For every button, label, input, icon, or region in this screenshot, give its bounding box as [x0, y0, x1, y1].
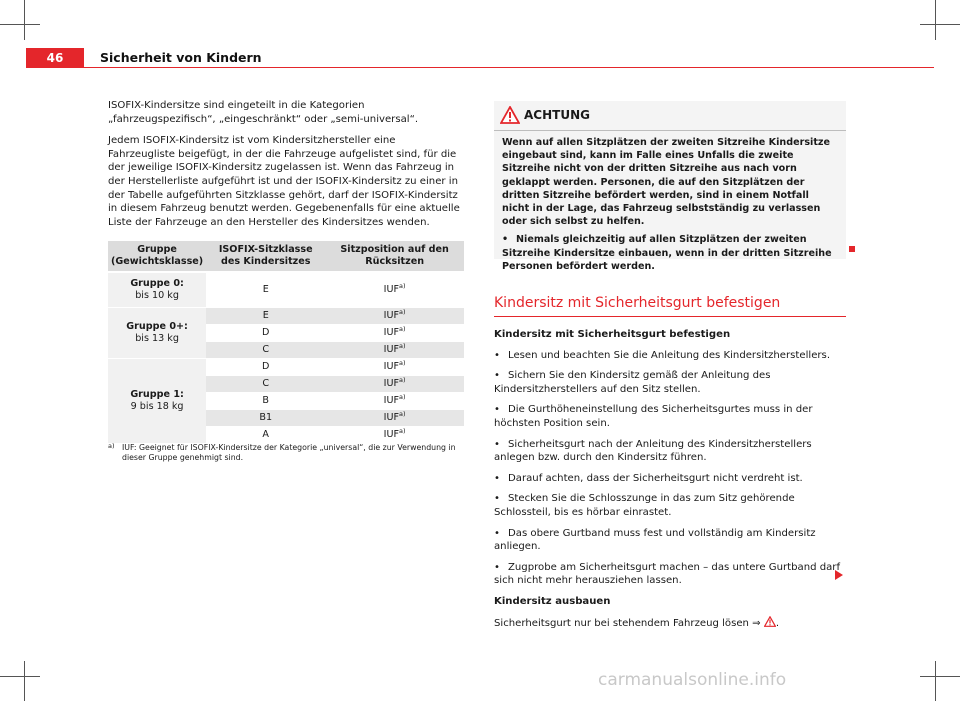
chapter-title: Sicherheit von Kindern [100, 50, 262, 65]
table-row [108, 359, 464, 376]
group-cell: Gruppe 0: bis 10 kg [108, 272, 206, 308]
continue-arrow-icon [835, 570, 843, 580]
class-cell: E [206, 272, 325, 308]
position-cell: IUF$^{a)}$ [325, 376, 464, 393]
page-number: 46 [26, 48, 84, 68]
watermark: carmanualsonline.info [598, 670, 787, 690]
class-cell: B1 [206, 410, 325, 427]
footnote-text: IUF: Geeignet für ISOFIX-Kindersitze der Kategorie „universal“, die zur Verwendung in dieser Gruppe genehmigt sind. [122, 443, 456, 462]
crop-mark [24, 661, 25, 701]
list-item: • Stecken Sie die Schlosszunge in das zum Sitz gehörende Schlossteil, bis es hörbar einrastet. [494, 493, 795, 518]
crop-mark [935, 0, 936, 40]
class-cell: A [206, 427, 325, 444]
crop-mark [920, 676, 960, 677]
class-cell: E [206, 308, 325, 325]
warning-box [494, 101, 846, 272]
header-position: Sitzposition auf den Rücksitzen [325, 241, 464, 272]
table-row [108, 272, 464, 308]
position-cell: IUF$^{a)}$ [325, 308, 464, 325]
intro-paragraph: ISOFIX-Kindersitze sind eingeteilt in die Kategorien „fahrzeugspezifisch“, „eingeschränkt“ oder „semi-universal“. [108, 100, 419, 125]
class-cell: C [206, 376, 325, 393]
footnote-mark: a) [108, 442, 115, 450]
list-item: • Zugprobe am Sicherheitsgurt machen – das untere Gurtband darf sich nicht mehr herausziehen lassen. [494, 561, 841, 587]
group-cell: Gruppe 1: 9 bis 18 kg [108, 359, 206, 444]
class-cell: D [206, 359, 325, 376]
section-end-marker [849, 246, 855, 252]
header-rule [84, 67, 934, 68]
list-item: • Das obere Gurtband muss fest und vollständig am Kindersitz anliegen. [494, 527, 816, 553]
crop-mark [920, 24, 960, 25]
class-cell: B [206, 393, 325, 410]
isofix-table [108, 241, 464, 444]
position-cell: IUF$^{a)}$ [325, 342, 464, 359]
class-cell: D [206, 325, 325, 342]
warning-body [494, 131, 846, 273]
table-header-row [108, 241, 464, 272]
warning-bullet: • Niemals gleichzeitig auf allen Sitzplätzen der zweiten Sitzreihe Kindersitze einbauen, wenn in der dritten Sitzreihe Personen befördert werden. [502, 234, 832, 272]
position-cell: IUF$^{a)}$ [325, 427, 464, 444]
crop-mark [24, 0, 25, 40]
position-cell: IUF$^{a)}$ [325, 272, 464, 308]
subheading: Kindersitz ausbauen [494, 595, 611, 607]
instruction-line: Sicherheitsgurt nur bei stehendem Fahrzeug lösen ⇒ . [494, 617, 780, 629]
left-column [108, 99, 464, 237]
crop-mark [0, 676, 40, 677]
position-cell: IUF$^{a)}$ [325, 325, 464, 342]
section-rule [494, 316, 846, 317]
warning-reference-icon[interactable] [764, 616, 776, 627]
group-cell: Gruppe 0+: bis 13 kg [108, 308, 206, 359]
list-item: • Lesen und beachten Sie die Anleitung des Kindersitzherstellers. [494, 349, 831, 361]
class-cell: C [206, 342, 325, 359]
table-footnote [108, 443, 464, 463]
position-cell: IUF$^{a)}$ [325, 410, 464, 427]
right-column [494, 328, 846, 637]
list-item: • Sicherheitsgurt nach der Anleitung des Kindersitzherstellers anlegen bzw. durch den Kindersitz führen. [494, 438, 812, 464]
header-group: Gruppe (Gewichtsklasse) [108, 241, 206, 272]
table-row [108, 308, 464, 325]
warning-header [494, 101, 846, 131]
list-item: • Darauf achten, dass der Sicherheitsgurt nicht verdreht ist. [494, 472, 803, 484]
list-item: • Die Gurthöheneinstellung des Sicherheitsgurtes muss in der höchsten Position sein. [494, 404, 813, 429]
position-cell: IUF$^{a)}$ [325, 393, 464, 410]
header-class: ISOFIX-Sitzklasse des Kindersitzes [206, 241, 325, 272]
body-paragraph: Jedem ISOFIX-Kindersitz ist vom Kindersitzhersteller eine Fahrzeugliste beigefügt, in der die Fahrzeuge aufgelistet sind, für die der jeweilige ISOFIX-Kindersitz zugelassen ist. Wenn das Fahrzeug in der Herstellerliste aufgeführt ist und der ISOFIX-Kindersitz zu einer in der Tabelle aufgeführten Sitzklasse gehört, darf der ISOFIX-Kindersitz in diesem Fahrzeug benutzt werden. Gegebenenfalls für eine aktuelle Liste der Fahrzeuge an den Hersteller des Kindersitzes wenden. [108, 135, 460, 228]
position-cell: IUF$^{a)}$ [325, 359, 464, 376]
section-title: Kindersitz mit Sicherheitsgurt befestigen [494, 295, 781, 311]
subheading: Kindersitz mit Sicherheitsgurt befestigen [494, 329, 731, 340]
crop-mark [935, 661, 936, 701]
warning-paragraph: Wenn auf allen Sitzplätzen der zweiten Sitzreihe Kindersitze eingebaut sind, kann im Falle eines Unfalls die zweite Sitzreihe nicht von der dritten Sitzreihe aus nach vorn geklappt werden. Personen, die auf den Sitzplätzen der dritten Sitzreihe befördert werden, sind in einem Notfall nicht in der Lage, das Fahrzeug selbstständig zu verlassen oder sich selbst zu helfen. [502, 137, 830, 228]
warning-title: ACHTUNG [524, 108, 590, 122]
list-item: • Sichern Sie den Kindersitz gemäß der Anleitung des Kindersitzherstellers auf den Sitz stellen. [494, 370, 771, 395]
warning-triangle-icon [500, 106, 520, 124]
crop-mark [0, 24, 40, 25]
